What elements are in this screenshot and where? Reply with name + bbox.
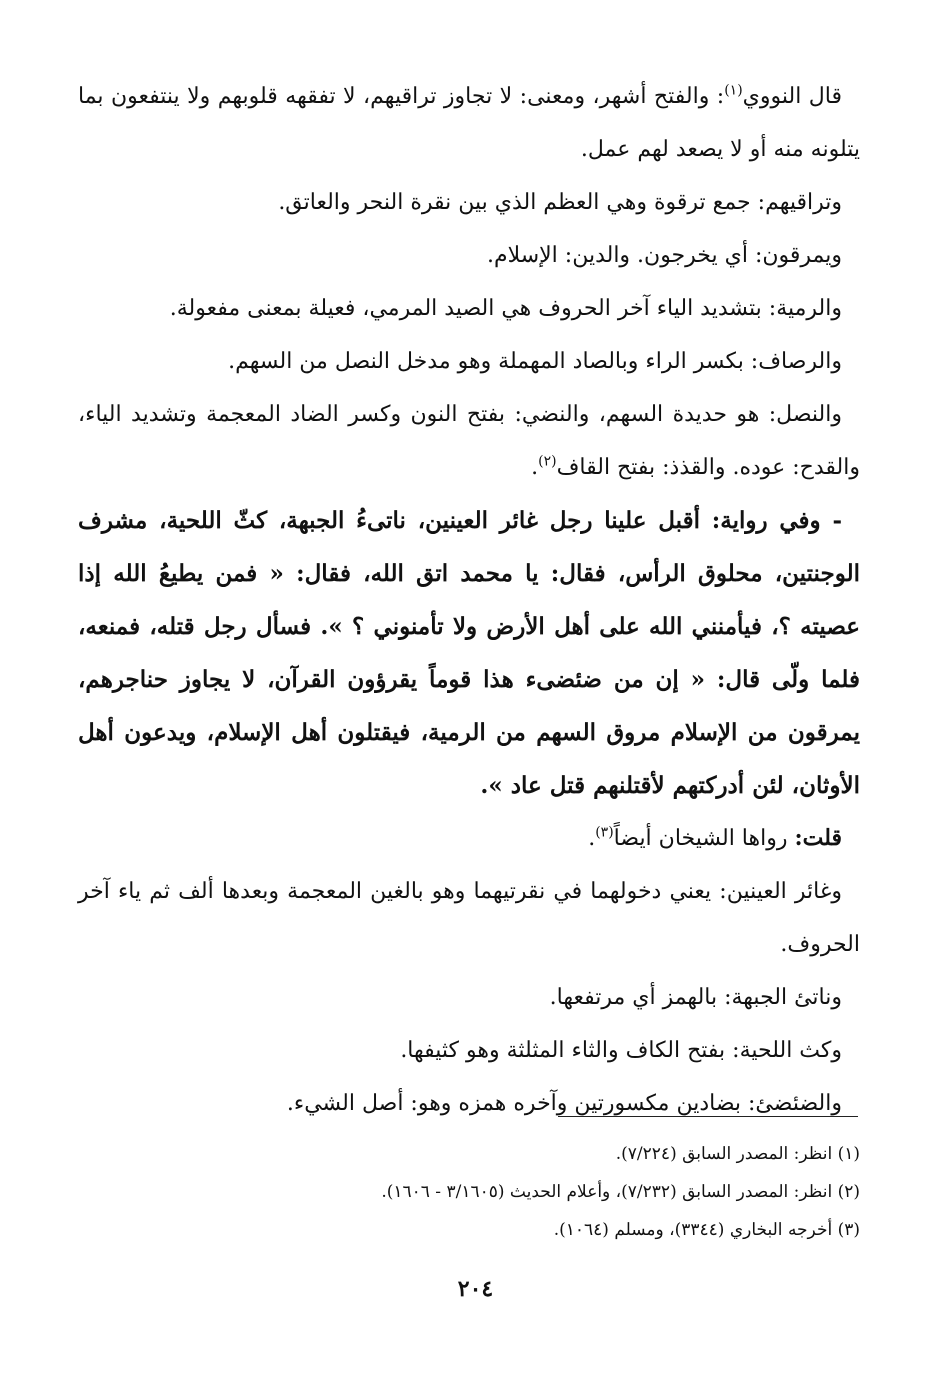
- paragraph-kath: وكث اللحية: بفتح الكاف والثاء المثلثة وهو كثيفها.: [400, 1038, 842, 1063]
- footnote-1: (١) انظر: المصدر السابق (٧/٢٢٤).: [615, 1144, 860, 1164]
- paragraph-text: .: [588, 826, 596, 851]
- page-body: [78, 70, 860, 1130]
- footnote-2: (٢) انظر: المصدر السابق (٧/٢٣٢)، وأعلام الحديث (٣/١٦٠٥ - ١٦٠٦).: [381, 1182, 860, 1202]
- paragraph-natie: وناتئ الجبهة: بالهمز أي مرتفعها.: [549, 985, 842, 1010]
- footnote-ref-3[interactable]: (٣): [595, 824, 614, 841]
- paragraph-nawawi: [78, 70, 860, 176]
- paragraph-nasl: [78, 388, 860, 494]
- footnote-ref-2[interactable]: (٢): [538, 453, 557, 470]
- footnote-divider: [558, 1116, 858, 1117]
- hadith-narration: - وفي رواية: أقبل علينا رجل غائر العينين، ناتىءُ الجبهة، كثّ اللحية، مشرف الوجنتين، محلوق الرأس، فقال: يا محمد اتق الله، فقال: « فمن يطيعُ الله إذا عصيته ؟، فيأمنني الله على أهل الأرض ولا تأمنوني ؟ ». فسأل رجل قتله، فمنعه، فلما ولّى قال: « إن من ضئضىء هذا قوماً يقرؤون القرآن، لا يجاوز حناجرهم، يمرقون من الإسلام مروق السهم من الرمية، فيقتلون أهل الإسلام، ويدعون أهل الأوثان، لئن أدركتهم لأقتلنهم قتل عاد ».: [78, 507, 860, 799]
- paragraph-text: رواها الشيخان أيضاً: [613, 826, 795, 851]
- paragraph-ramiyya: والرمية: بتشديد الياء آخر الحروف هي الصيد المرمي، فعيلة بمعنى مفعولة.: [169, 296, 842, 321]
- qultu-label: قلت:: [794, 825, 842, 851]
- page-number: ٢٠٤: [457, 1276, 494, 1302]
- paragraph-text: : والفتح أشهر، ومعنى: لا تجاوز تراقيهم، لا تفقهه قلوبهم ولا ينتفعون بما يتلونه منه أو لا يصعد لهم عمل.: [78, 84, 860, 162]
- paragraph-text: .: [531, 455, 539, 480]
- footnotes: [78, 1135, 860, 1249]
- paragraph-text: والنصل: هو حديدة السهم، والنضي: بفتح النون وكسر الضاد المعجمة وتشديد الياء، والقدح: عوده. والقذذ: بفتح القاف: [78, 402, 860, 480]
- paragraph-rusaf: والرصاف: بكسر الراء وبالصاد المهملة وهو مدخل النصل من السهم.: [228, 349, 842, 374]
- paragraph-qultu: [78, 812, 860, 865]
- paragraph-text: قال النووي: [742, 84, 842, 109]
- paragraph-dhidhi: والضئضئ: بضادين مكسورتين وآخره همزه وهو: أصل الشيء.: [286, 1091, 842, 1116]
- paragraph-taraqihim: وتراقيهم: جمع ترقوة وهي العظم الذي بين نقرة النحر والعاتق.: [278, 190, 842, 215]
- footnote-ref-1[interactable]: (١): [724, 82, 743, 99]
- paragraph-yamruqun: ويمرقون: أي يخرجون. والدين: الإسلام.: [486, 243, 842, 268]
- footnote-3: (٣) أخرجه البخاري (٣٣٤٤)، ومسلم (١٠٦٤).: [553, 1220, 860, 1240]
- paragraph-ghair: وغائر العينين: يعني دخولهما في نقرتيهما وهو بالغين المعجمة وبعدها ألف ثم ياء آخر الحروف.: [78, 879, 860, 957]
